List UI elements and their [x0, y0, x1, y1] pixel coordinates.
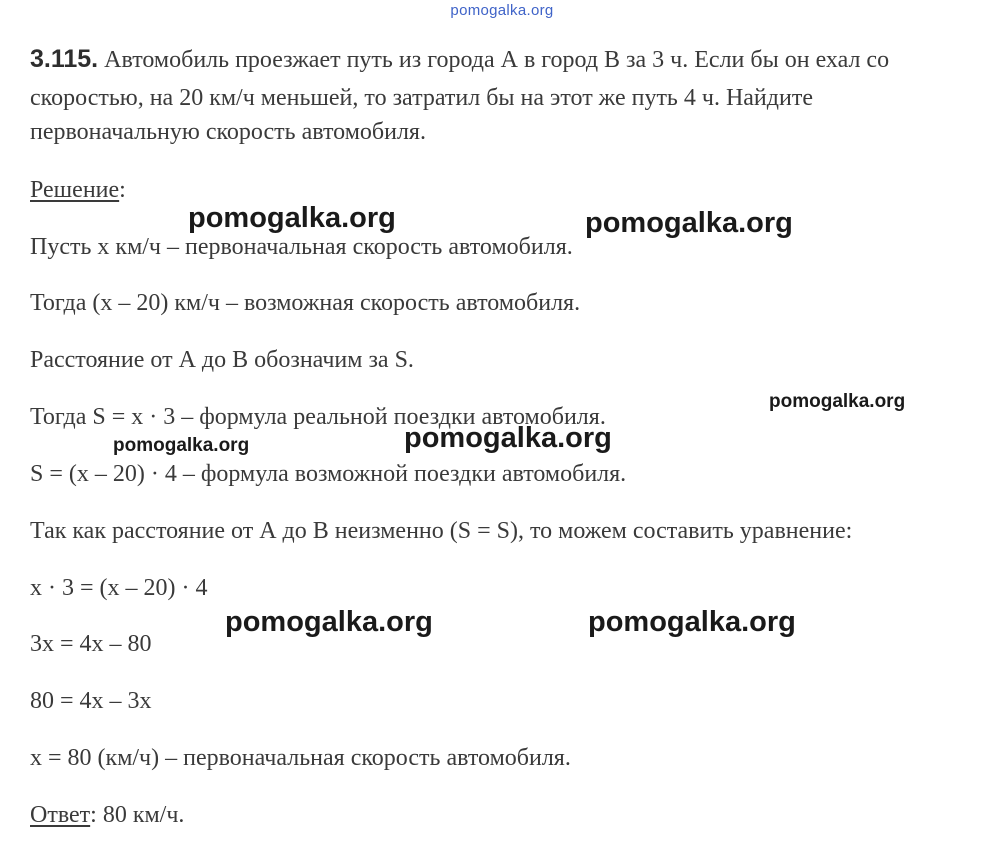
equation-2: 3х = 4х – 80 — [30, 631, 152, 657]
solution-step-4: Тогда S = х · 3 – формула реальной поездки автомобиля. — [30, 404, 606, 430]
watermark-1: pomogalka.org — [188, 202, 396, 234]
problem-number: 3.115. — [30, 45, 99, 73]
equation-3: 80 = 4х – 3х — [30, 688, 152, 714]
solution-heading — [30, 175, 126, 205]
answer-line — [30, 800, 184, 830]
watermark-4: pomogalka.org — [113, 435, 250, 456]
problem-line-3: первоначальную скорость автомобиля. — [30, 119, 426, 145]
site-header-watermark: pomogalka.org — [450, 2, 554, 19]
equation-result: х = 80 (км/ч) – первоначальная скорость автомобиля. — [30, 745, 571, 771]
solution-step-6: Так как расстояние от А до В неизменно (S = S), то можем составить уравнение: — [30, 518, 853, 544]
problem-line-1 — [30, 44, 889, 75]
equation-1: х · 3 = (х – 20) · 4 — [30, 575, 208, 601]
watermark-5: pomogalka.org — [404, 422, 612, 454]
watermark-3: pomogalka.org — [769, 391, 906, 412]
solution-label: Решение — [30, 177, 120, 203]
solution-colon: : — [119, 177, 126, 203]
problem-line-2: скоростью, на 20 км/ч меньшей, то затратил бы на этот же путь 4 ч. Найдите — [30, 85, 813, 111]
problem-text-1: Автомобиль проезжает путь из города А в город В за 3 ч. Если бы он ехал со — [104, 47, 890, 73]
answer-value: : 80 км/ч. — [90, 802, 185, 828]
solution-step-2: Тогда (х – 20) км/ч – возможная скорость автомобиля. — [30, 290, 581, 316]
watermark-2: pomogalka.org — [585, 207, 793, 239]
solution-step-5: S = (х – 20) · 4 – формула возможной поездки автомобиля. — [30, 461, 627, 487]
watermark-7: pomogalka.org — [588, 606, 796, 638]
solution-step-1: Пусть х км/ч – первоначальная скорость автомобиля. — [30, 234, 573, 260]
solution-step-3: Расстояние от А до В обозначим за S. — [30, 347, 414, 373]
answer-label: Ответ — [30, 802, 91, 828]
watermark-6: pomogalka.org — [225, 606, 433, 638]
